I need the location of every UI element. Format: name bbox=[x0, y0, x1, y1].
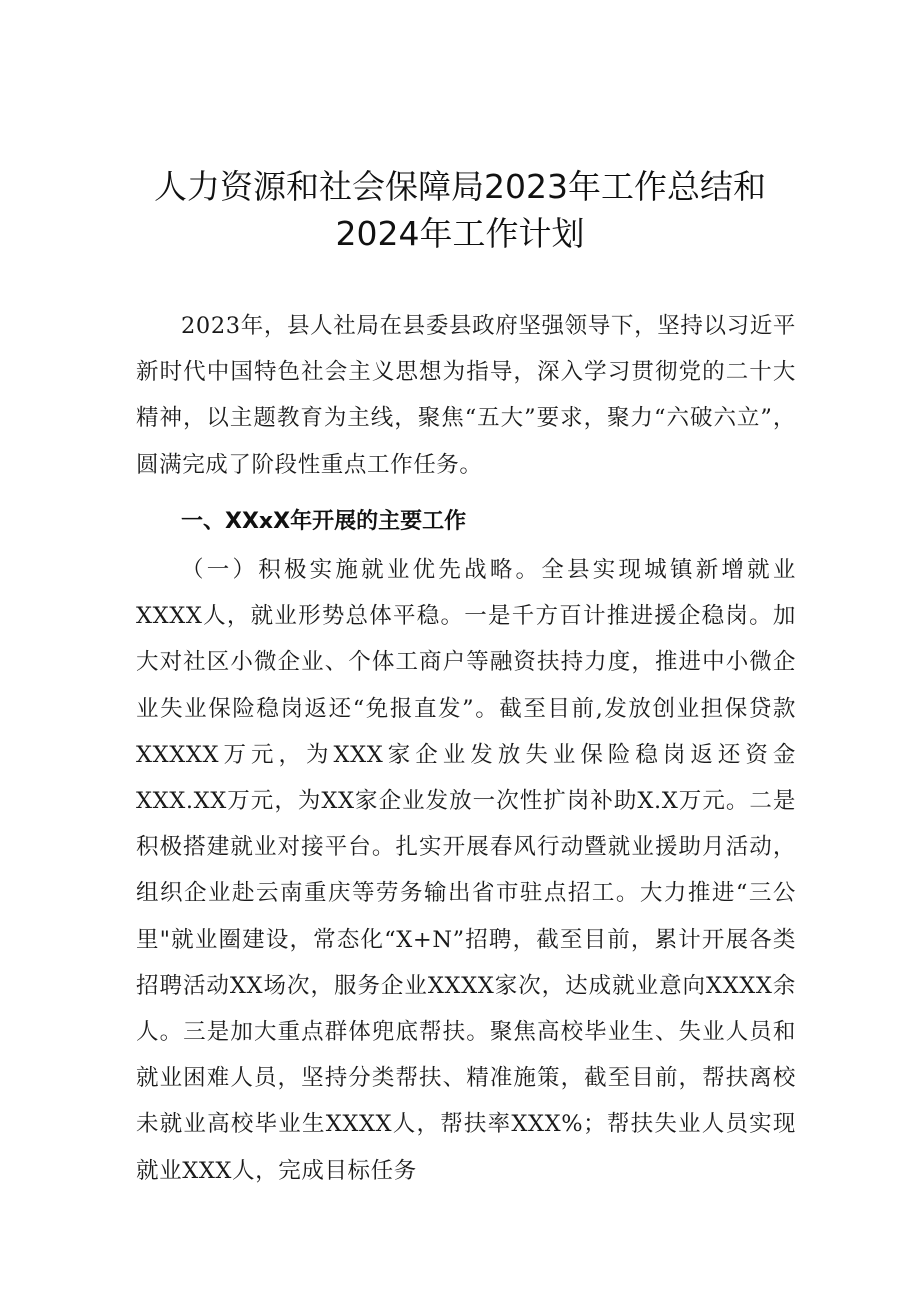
section1-paragraph: （一）积极实施就业优先战略。全县实现城镇新增就业XXXX人，就业形势总体平稳。一是千方百计推进援企稳岗。加大对社区小微企业、个体工商户等融资扶持力度，推进中小微企业失业保险稳岗返还“免报直发”。截至目前,发放创业担保贷款XXXXX万元，为XXX家企业发放失业保险稳岗返还资金XXX.XX万元，为XX家企业发放一次性扩岗补助X.X万元。二是积极搭建就业对接平台。扎实开展春风行动暨就业援助月活动，组织企业赴云南重庆等劳务输出省市驻点招工。大力推进“三公里"就业圈建设，常态化“X+N”招聘，截至目前，累计开展各类招聘活动XX场次，服务企业XXXX家次，达成就业意向XXXX余人。三是加大重点群体兜底帮扶。聚焦高校毕业生、失业人员和就业困难人员，坚持分类帮扶、精准施策，截至目前，帮扶离校未就业高校毕业生XXXX人，帮扶率XXX%；帮扶失业人员实现就业XXX人，完成目标任务 bbox=[136, 557, 796, 1184]
document-title-line2: 2024年工作计划 bbox=[335, 214, 585, 253]
intro-paragraph: 2023年，县人社局在县委县政府坚强领导下，坚持以习近平新时代中国特色社会主义思想为指导，深入学习贯彻党的二十大精神，以主题教育为主线，聚焦“五大”要求，聚力“六破六立”，圆满完成了阶段性重点工作任务。 bbox=[136, 313, 796, 478]
section-heading-1: 一、XXxX年开展的主要工作 bbox=[181, 509, 467, 534]
document-title-line1: 人力资源和社会保障局2023年工作总结和 bbox=[154, 167, 766, 206]
